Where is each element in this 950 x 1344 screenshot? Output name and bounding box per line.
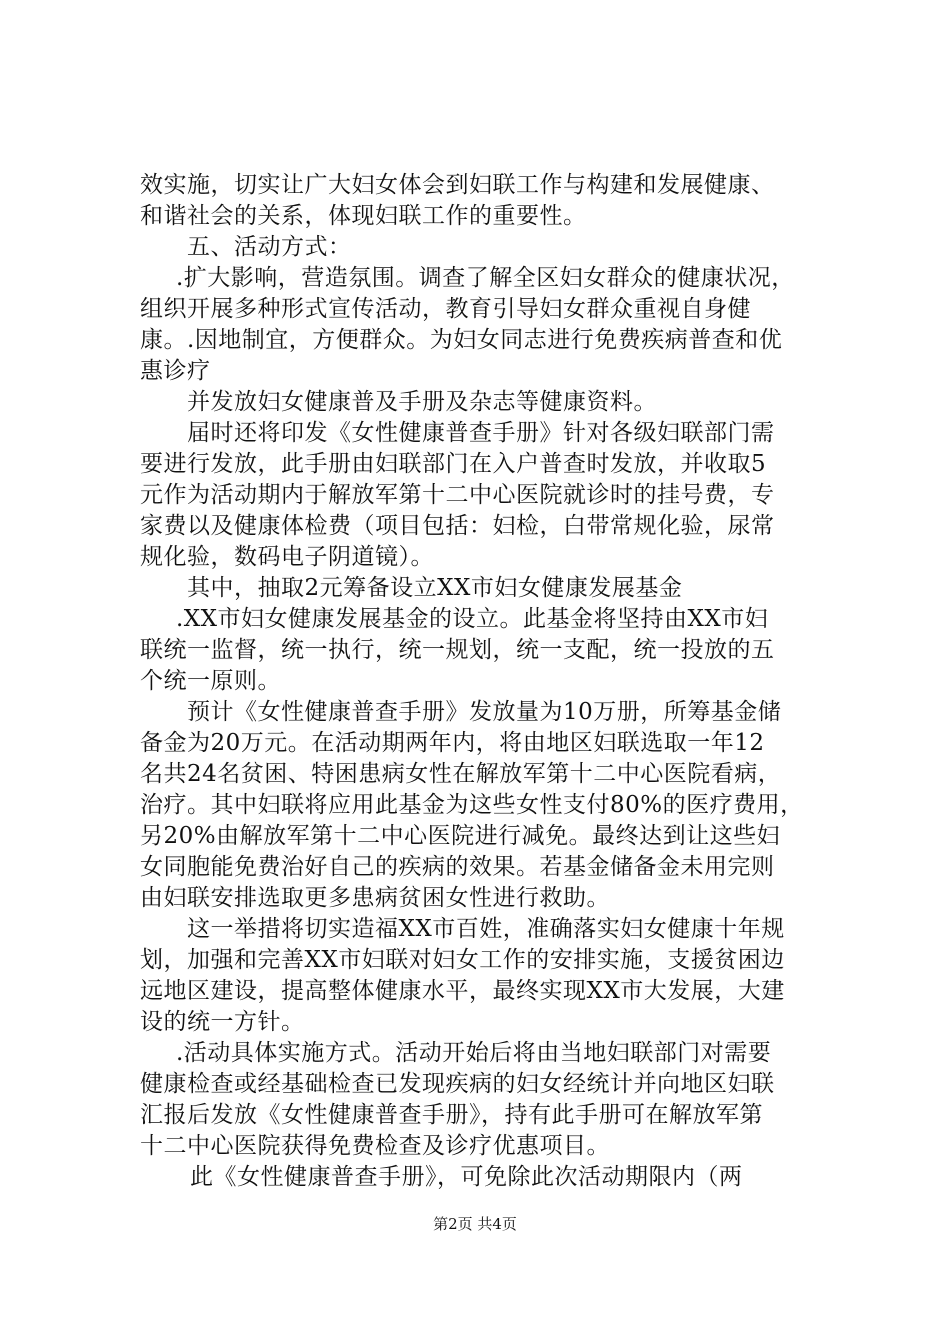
text-line: 个统一原则。 [140,668,281,694]
text-line: 要进行发放，此手册由妇联部门在入户普查时发放，并收取5 [140,451,767,477]
text-line: 健康检查或经基础检查已发现疾病的妇女经统计并向地区妇联 [140,1071,775,1097]
text-line: 组织开展多种形式宣传活动，教育引导妇女群众重视自身健 [140,296,751,322]
text-line: .XX市妇女健康发展基金的设立。此基金将坚持由XX市妇 [176,606,769,632]
section-heading: 五、活动方式： [187,234,352,260]
text-line: 十二中心医院获得免费检查及诊疗优惠项目。 [140,1133,610,1159]
text-line: .扩大影响，营造氛围。调查了解全区妇女群众的健康状况， [176,265,795,291]
text-line: 由妇联安排选取更多患病贫困女性进行救助。 [140,885,610,911]
document-body [140,170,840,1193]
text-line: 规化验，数码电子阴道镜）。 [140,544,434,570]
text-line: 惠诊疗 [140,358,211,384]
text-line: 治疗。其中妇联将应用此基金为这些女性支付80%的医疗费用， [140,792,804,818]
text-line: 预计《女性健康普查手册》发放量为10万册，所筹基金储 [187,699,782,725]
text-line: 这一举措将切实造福XX市百姓，准确落实妇女健康十年规 [187,916,785,942]
page-footer: 第2页 共4页 [433,1215,517,1233]
text-line: 另20%由解放军第十二中心医院进行减免。最终达到让这些妇 [140,823,781,849]
text-line: 效实施，切实让广大妇女体会到妇联工作与构建和发展健康、 [140,172,775,198]
text-line: 康。.因地制宜，方便群众。为妇女同志进行免费疾病普查和优 [140,327,783,353]
text-line: 和谐社会的关系，体现妇联工作的重要性。 [140,203,587,229]
text-line: 汇报后发放《女性健康普查手册》，持有此手册可在解放军第 [140,1102,763,1128]
text-line: .活动具体实施方式。活动开始后将由当地妇联部门对需要 [176,1040,772,1066]
text-line: 届时还将印发《女性健康普查手册》针对各级妇联部门需 [187,420,775,446]
text-line: 划，加强和完善XX市妇联对妇女工作的安排实施，支援贫困边 [140,947,785,973]
text-line: 元作为活动期内于解放军第十二中心医院就诊时的挂号费，专 [140,482,775,508]
text-line: 其中，抽取2元筹备设立XX市妇女健康发展基金 [187,575,683,601]
text-line: 此《女性健康普查手册》，可免除此次活动期限内（两 [190,1164,743,1190]
text-line: 家费以及健康体检费（项目包括：妇检，白带常规化验，尿常 [140,513,775,539]
text-line: 名共24名贫困、特困患病女性在解放军第十二中心医院看病， [140,761,782,787]
text-line: 远地区建设，提高整体健康水平，最终实现XX市大发展，大建 [140,978,785,1004]
text-line: 并发放妇女健康普及手册及杂志等健康资料。 [187,389,657,415]
text-line: 联统一监督，统一执行，统一规划，统一支配，统一投放的五 [140,637,775,663]
text-line: 女同胞能免费治好自己的疾病的效果。若基金储备金未用完则 [140,854,775,880]
text-line: 备金为20万元。在活动期两年内，将由地区妇联选取一年12 [140,730,765,756]
text-line: 设的统一方针。 [140,1009,305,1035]
